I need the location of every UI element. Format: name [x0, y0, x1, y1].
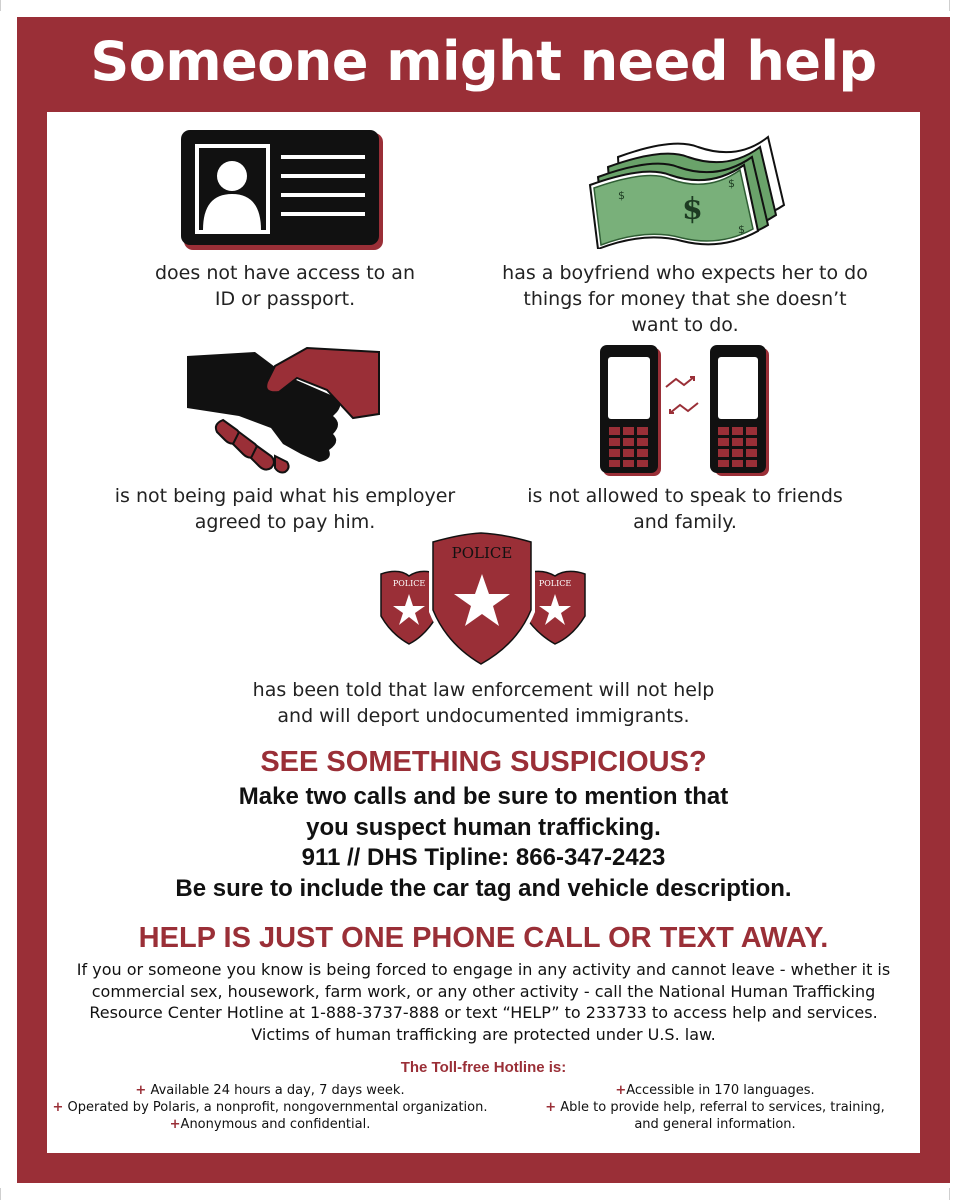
suspicious-heading: SEE SOMETHING SUSPICIOUS?: [260, 746, 707, 778]
caption-phones: is not allowed to speak to friends and family.: [527, 485, 843, 533]
list-item: + Able to provide help, referral to services, training,: [545, 1100, 885, 1115]
suspicious-line-1: Make two calls and be sure to mention that: [238, 783, 729, 810]
suspicious-line-4: Be sure to include the car tag and vehicle description.: [175, 875, 792, 902]
caption-police: has been told that law enforcement will not help and will deport undocumented immigrants.: [252, 679, 715, 727]
caption-money: has a boyfriend who expects her to do things for money that she doesn’t want to do.: [502, 262, 868, 336]
caption-id: does not have access to an ID or passport.: [155, 262, 415, 310]
dhs-tipline: 911 // DHS Tipline: 866-347-2423: [301, 844, 666, 871]
list-item: + Operated by Polaris, a nonprofit, nongovernmental organization.: [52, 1100, 488, 1115]
money-icon: [588, 133, 788, 249]
badge-right-label: POLICE: [538, 579, 572, 588]
badge-center-label: POLICE: [451, 544, 513, 562]
caption-handshake: is not being paid what his employer agreed to pay him.: [114, 485, 456, 533]
help-heading: HELP IS JUST ONE PHONE CALL OR TEXT AWAY.: [138, 922, 829, 954]
handshake-icon: [183, 344, 383, 474]
list-item: +Anonymous and confidential.: [169, 1117, 371, 1132]
svg-text:$: $: [618, 189, 625, 202]
police-badges-icon: [375, 528, 590, 670]
phones-icon: [598, 345, 770, 477]
badge-left-label: POLICE: [392, 579, 426, 588]
suspicious-line-2: you suspect human trafficking.: [306, 814, 661, 841]
list-item: and general information.: [634, 1117, 796, 1132]
poster-title: Someone might need help: [90, 30, 877, 93]
dollar-sign: $: [682, 192, 703, 227]
list-item: + Available 24 hours a day, 7 days week.: [135, 1083, 405, 1098]
hotline-left-list: [50, 1082, 490, 1133]
hotline-right-list: [520, 1082, 910, 1133]
id-card-icon: [181, 130, 385, 252]
help-paragraph: If you or someone you know is being forced to engage in any activity and cannot leave - whether it is commercial sex, housework, farm work, or any other activity - call the National Human Trafficking Resource Center Hotline at 1-888-3737-888 or text “HELP” to 233733 to access help and services. Victims of human trafficking are protected under U.S. law.: [76, 960, 891, 1044]
hotline-heading: The Toll-free Hotline is:: [400, 1059, 567, 1076]
list-item: +Accessible in 170 languages.: [615, 1083, 815, 1098]
svg-text:$: $: [728, 177, 735, 190]
svg-text:$: $: [738, 223, 745, 236]
